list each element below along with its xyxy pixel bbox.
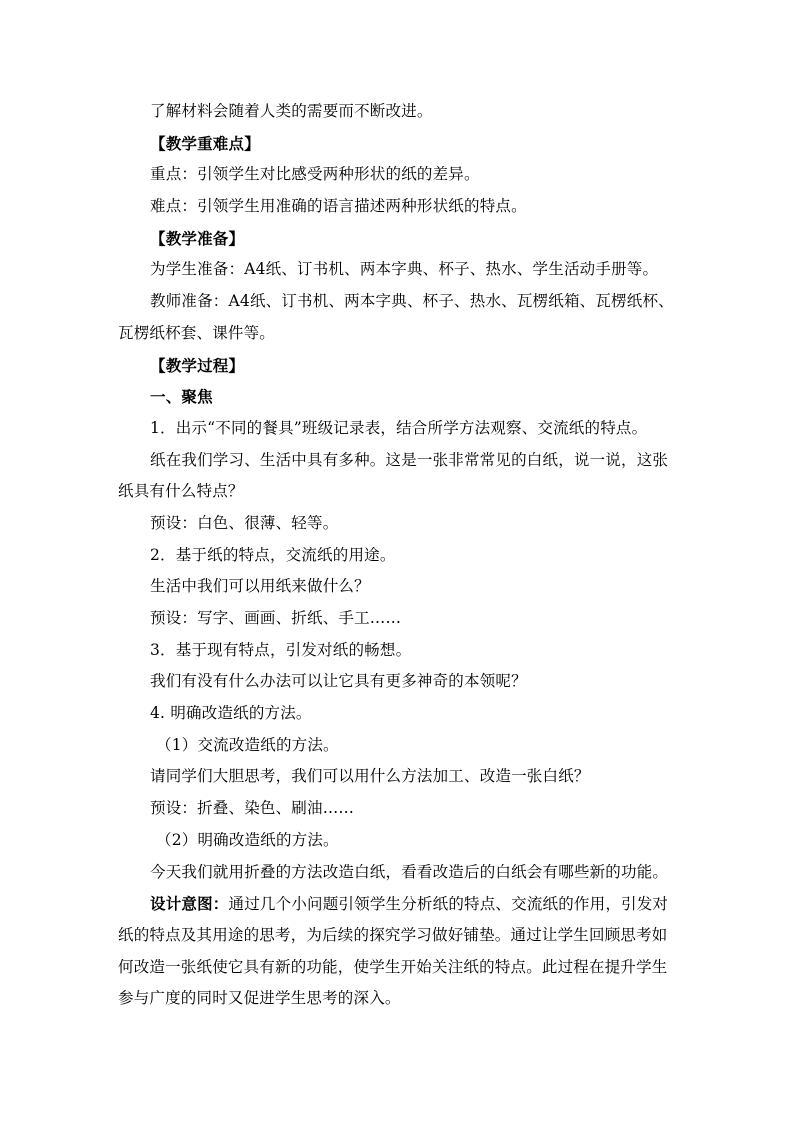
paragraph-line: 教师准备：A4纸、订书机、两本字典、杯子、热水、瓦楞纸箱、瓦楞纸杯、 — [150, 292, 674, 311]
design-intent-line — [118, 888, 682, 920]
paragraph-line: 为学生准备：A4纸、订书机、两本字典、杯子、热水、学生活动手册等。 — [150, 260, 659, 279]
section-heading-process: 【教学过程】 — [150, 355, 245, 375]
paragraph-line: （1）交流改造纸的方法。 — [156, 735, 339, 754]
paragraph-line: 4. 明确改造纸的方法。 — [150, 704, 312, 723]
paragraph-line: 重点：引领学生对比感受两种形状的纸的差异。 — [150, 165, 480, 184]
design-intent-label: 设计意图： — [150, 894, 229, 914]
paragraph-line: 1．出示“不同的餐具”班级记录表，结合所学方法观察、交流纸的特点。 — [150, 418, 648, 437]
paragraph-line: 瓦楞纸杯套、课件等。 — [118, 323, 276, 342]
subsection-heading-focus: 一、聚焦 — [150, 387, 213, 407]
paragraph-line: 难点：引领学生用准确的语言描述两种形状纸的特点。 — [150, 197, 527, 216]
paragraph-line: 预设：写字、画画、折纸、手工…… — [150, 609, 402, 627]
paragraph-line: 2．基于纸的特点，交流纸的用途。 — [150, 545, 396, 564]
section-heading-preparation: 【教学准备】 — [150, 228, 245, 248]
design-intent-text: 通过几个小问题引领学生分析纸的特点、交流纸的作用，引发对 — [228, 895, 669, 914]
paragraph-line: 请同学们大胆思考，我们可以用什么方法加工、改造一张白纸？ — [150, 767, 590, 786]
paragraph-line: 何改造一张纸使它具有新的功能，使学生开始关注纸的特点。此过程在提升学生 — [118, 957, 668, 976]
paragraph-line: 今天我们就用折叠的方法改造白纸，看看改造后的白纸会有哪些新的功能。 — [150, 862, 669, 881]
paragraph-line: （2）明确改造纸的方法。 — [156, 830, 339, 849]
paragraph-line: 我们有没有什么办法可以让它具有更多神奇的本领呢？ — [150, 672, 527, 691]
paragraph-line: 纸的特点及其用途的思考，为后续的探究学习做好铺垫。通过让学生回顾思考如 — [118, 925, 668, 944]
section-heading-key-points: 【教学重难点】 — [150, 133, 260, 153]
paragraph-line: 3．基于现有特点，引发对纸的畅想。 — [150, 640, 412, 659]
paragraph-line: 预设：白色、很薄、轻等。 — [150, 513, 339, 532]
paragraph-line: 参与广度的同时又促进学生思考的深入。 — [118, 989, 401, 1008]
paragraph-line: 了解材料会随着人类的需要而不断改进。 — [150, 102, 433, 120]
paragraph-line: 预设：折叠、染色、刷油…… — [150, 799, 355, 818]
paragraph-line: 纸在我们学习、生活中具有多种。这是一张非常常见的白纸，说一说，这张 — [150, 450, 669, 469]
paragraph-line: 纸具有什么特点？ — [118, 482, 244, 501]
paragraph-line: 生活中我们可以用纸来做什么？ — [150, 577, 370, 596]
